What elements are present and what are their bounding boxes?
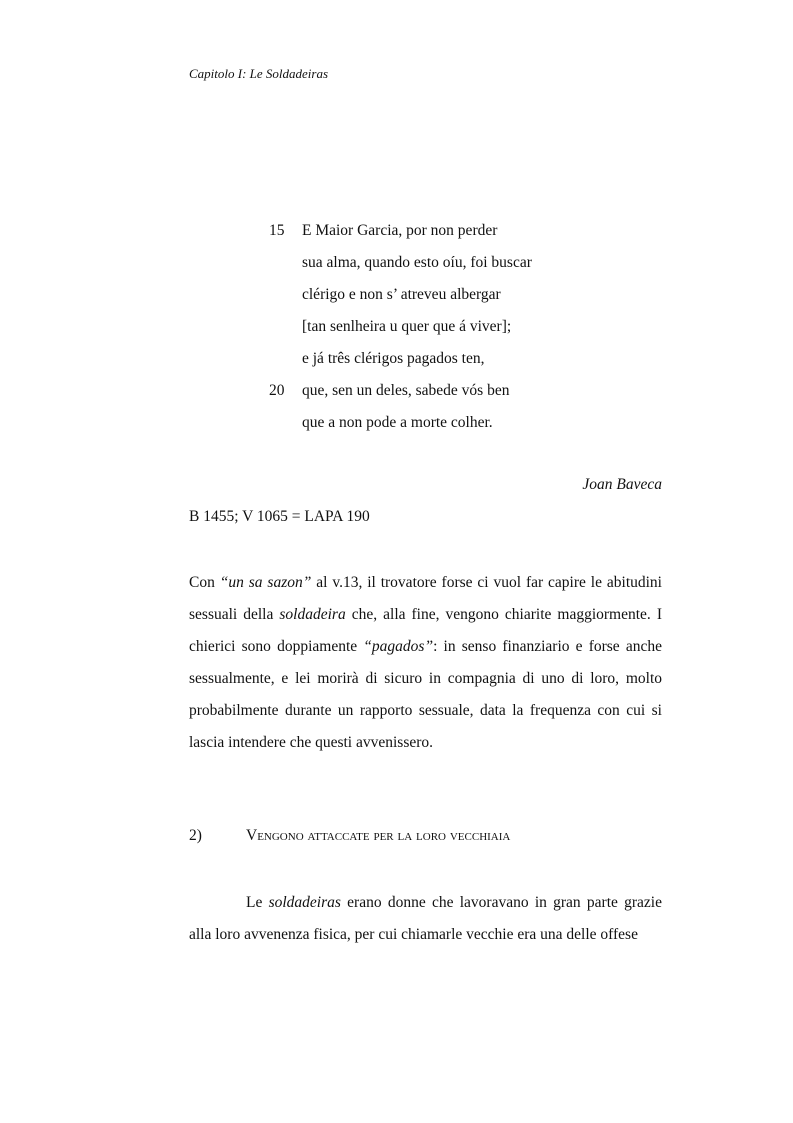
paragraph-text: Con (189, 574, 220, 591)
verse-text: que, sen un deles, sabede vós ben (302, 382, 510, 399)
body-paragraph (189, 887, 662, 951)
paragraph-text: erano donne che lavoravano in gran parte grazie alla loro avvenenza fisica, per cui chiamarle vecchie era una delle offese (189, 894, 662, 943)
italic-term: soldadeira (279, 606, 346, 623)
verse-text: sua alma, quando esto oíu, foi buscar (302, 254, 532, 271)
poem-line (262, 283, 662, 315)
paragraph-text: : in senso finanziario e forse anche sessualmente, e lei morirà di sicuro in compagnia di uno di loro, molto probabilmente durante un rapporto sessuale, data la frequenza con cui si lascia intendere che questi avvenissero. (189, 638, 662, 751)
commentary-paragraph (189, 567, 662, 759)
quoted-phrase: “pagados” (363, 638, 434, 655)
quoted-phrase: “un sa sazon” (219, 574, 312, 591)
line-number: 15 (269, 222, 285, 239)
poem-line (262, 347, 662, 379)
running-header: Capitolo I: Le Soldadeiras (189, 66, 329, 81)
verse-text: E Maior Garcia, por non perder (302, 222, 498, 239)
section-title: Vengono attaccate per la loro vecchiaia (246, 827, 511, 844)
verse-text: e já três clérigos pagados ten, (302, 350, 485, 367)
poem-block (262, 219, 662, 443)
poem-author: Joan Baveca (582, 476, 662, 493)
line-number: 20 (269, 382, 285, 399)
verse-text: [tan senlheira u quer que á viver]; (302, 318, 512, 335)
manuscript-sigla: B 1455; V 1065 = LAPA 190 (189, 508, 370, 525)
poem-line (262, 219, 662, 251)
section-number: 2) (189, 827, 202, 844)
verse-text: que a non pode a morte colher. (302, 414, 493, 431)
paragraph-text: Le (246, 894, 269, 911)
poem-line (262, 251, 662, 283)
paragraph-text: al v.13, il trovatore forse ci vuol far capire le abitudini sessuali della (189, 574, 662, 623)
poem-line (262, 379, 662, 411)
paragraph-text: che, alla fine, vengono chiarite maggiormente. I chierici sono doppiamente (189, 606, 662, 655)
poem-line (262, 315, 662, 347)
verse-text: clérigo e non s’ atreveu albergar (302, 286, 501, 303)
poem-line (262, 411, 662, 443)
italic-term: soldadeiras (268, 894, 341, 911)
